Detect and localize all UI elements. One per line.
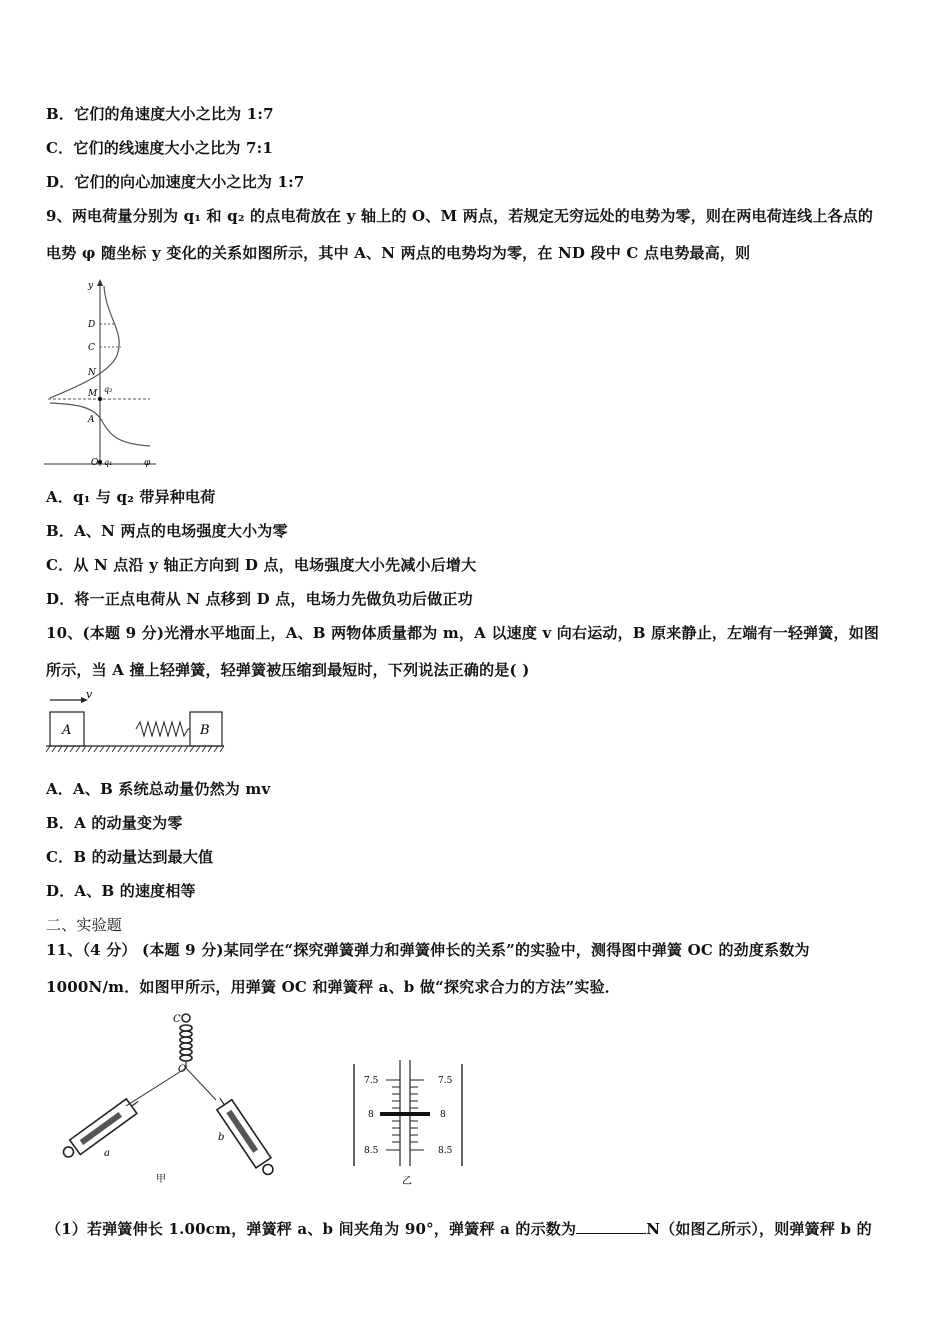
q11-stem-line1: 11、（4 分） (本题 9 分)某同学在“探究弹簧弹力和弹簧伸长的关系”的实验中，测得图中弹簧 OC 的劲度系数为 [46, 941, 810, 959]
graph-label-a: A [88, 415, 95, 425]
fig-jia-label-a: a [104, 1148, 110, 1159]
graph-label-o: O [91, 458, 99, 468]
q9-stem-line2: 电势 φ 随坐标 y 变化的关系如图所示，其中 A、N 两点的电势均为零，在 ND 段中 C 点电势最高，则 [46, 244, 751, 262]
q9-option-a: A．q₁ 与 q₂ 带异种电荷 [46, 488, 216, 506]
q9-potential-graph [44, 276, 164, 471]
q8-option-b: B．它们的角速度大小之比为 1:7 [46, 105, 274, 123]
graph-label-q2: q₂ [104, 385, 113, 394]
q10-collision-figure [44, 688, 226, 754]
q11-figure-yi [346, 1058, 470, 1188]
q10-stem-line1: 10、(本题 9 分)光滑水平地面上，A、B 两物体质量都为 m，A 以速度 v 向右运动，B 原来静止，左端有一轻弹簧，如图 [46, 624, 880, 642]
graph-label-m: M [88, 389, 98, 399]
scale-right-7-5: 7.5 [438, 1076, 453, 1086]
q10-stem-line2: 所示，当 A 撞上轻弹簧，轻弹簧被压缩到最短时，下列说法正确的是( ) [46, 661, 530, 679]
scale-right-8-5: 8.5 [438, 1146, 453, 1156]
fig-jia-label-c: C [173, 1014, 181, 1025]
q8-option-c: C．它们的线速度大小之比为 7:1 [46, 139, 273, 157]
fig-jia-label-b: b [218, 1132, 225, 1143]
q10-option-a: A．A、B 系统总动量仍然为 mv [46, 780, 271, 798]
graph-label-y: y [88, 281, 94, 291]
q9-stem-line1: 9、两电荷量分别为 q₁ 和 q₂ 的点电荷放在 y 轴上的 O、M 两点，若规定无穷远处的电势为零，则在两电荷连线上各点的 [46, 207, 874, 225]
graph-label-phi: φ [144, 458, 151, 468]
fig-jia-caption: 甲 [156, 1174, 166, 1185]
graph-label-c: C [88, 343, 95, 353]
velocity-label: v [86, 688, 93, 701]
scale-left-8: 8 [368, 1110, 374, 1120]
q10-option-b: B．A 的动量变为零 [46, 814, 183, 832]
scale-left-8-5: 8.5 [364, 1146, 379, 1156]
fig-jia-label-o: O [178, 1064, 187, 1075]
graph-label-n: N [88, 368, 96, 378]
graph-label-d: D [88, 320, 96, 330]
graph-label-q1: q₁ [104, 458, 113, 467]
scale-right-8: 8 [440, 1110, 446, 1120]
fig-yi-caption: 乙 [402, 1176, 412, 1187]
scale-left-7-5: 7.5 [364, 1076, 379, 1086]
section-title: 二、实验题 [46, 916, 123, 934]
q11-sub1: （1）若弹簧伸长 1.00cm，弹簧秤 a、b 间夹角为 90°，弹簧秤 a 的示数为 N（如图乙所示），则弹簧秤 b 的 [46, 1220, 872, 1238]
q10-option-d: D．A、B 的速度相等 [46, 882, 196, 900]
answer-blank[interactable] [576, 1219, 646, 1234]
q10-option-c: C．B 的动量达到最大值 [46, 848, 214, 866]
q8-option-d: D．它们的向心加速度大小之比为 1:7 [46, 173, 305, 191]
q11-figure-jia [50, 1010, 280, 1190]
q9-option-d: D．将一正点电荷从 N 点移到 D 点，电场力先做负功后做正功 [46, 590, 473, 608]
q9-option-b: B．A、N 两点的电场强度大小为零 [46, 522, 288, 540]
q9-option-c: C．从 N 点沿 y 轴正方向到 D 点，电场强度大小先减小后增大 [46, 556, 477, 574]
block-b-label: B [200, 723, 210, 738]
block-a-label: A [62, 723, 72, 738]
q11-stem-line2: 1000N/m．如图甲所示，用弹簧 OC 和弹簧秤 a、b 做“探究求合力的方法”实验． [46, 978, 620, 996]
